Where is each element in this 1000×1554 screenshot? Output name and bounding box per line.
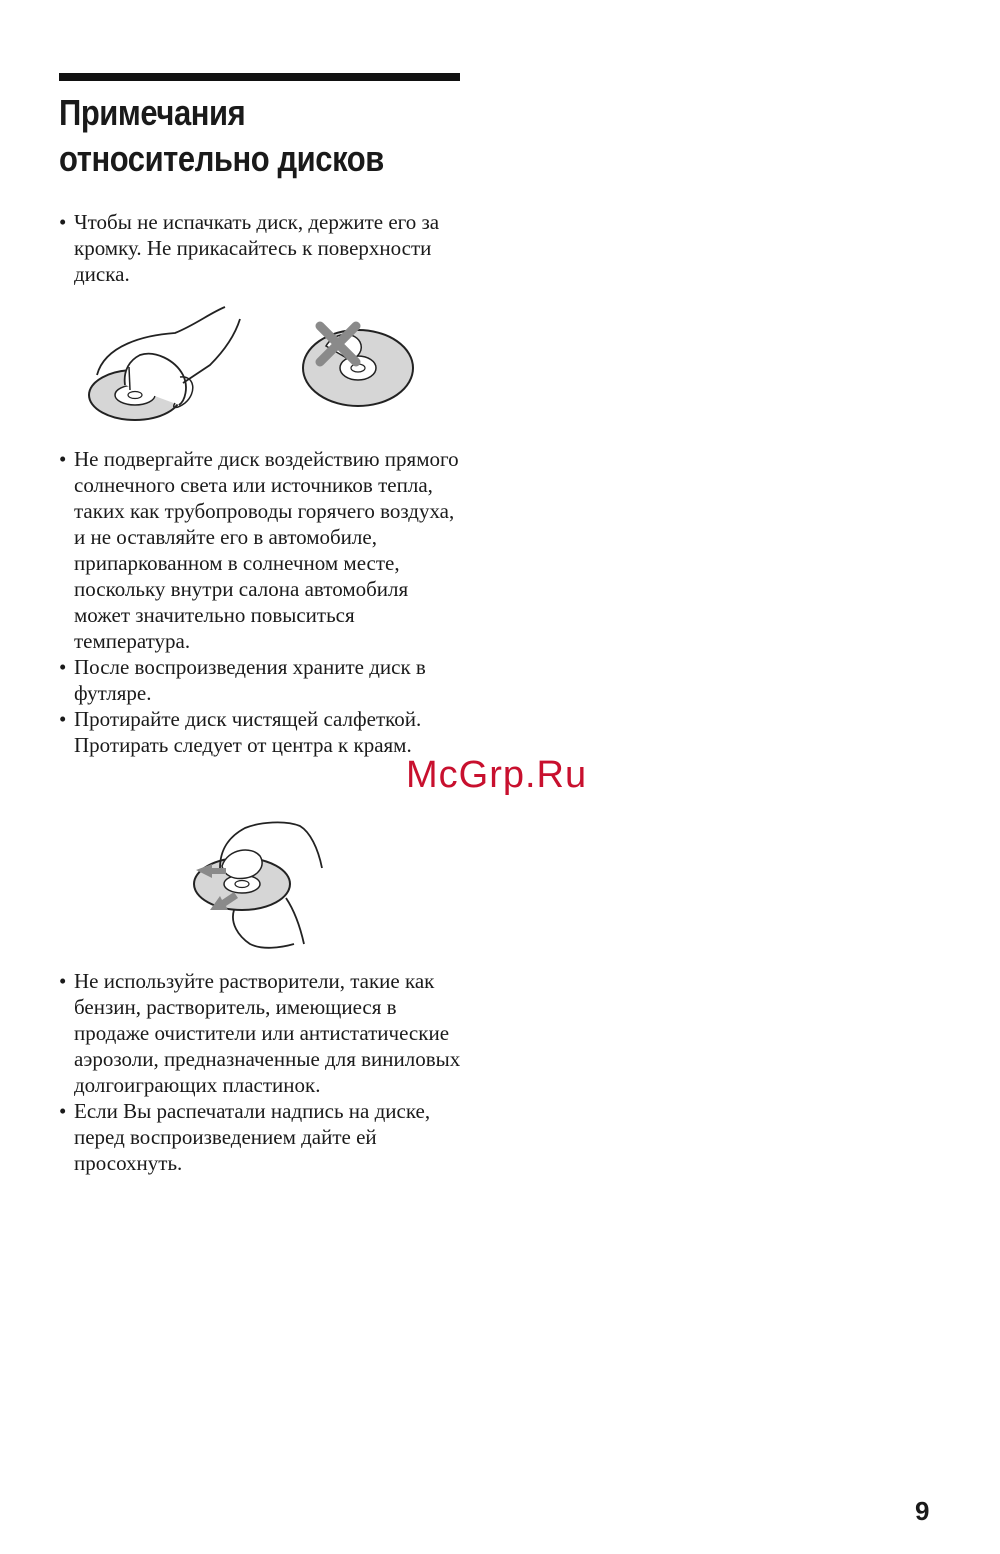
bullet-icon: • bbox=[59, 707, 67, 731]
watermark: McGrp.Ru bbox=[406, 754, 588, 796]
bullet-icon: • bbox=[59, 210, 67, 234]
list-item bbox=[59, 1098, 469, 1176]
list-item bbox=[59, 654, 469, 706]
list-item-text: Протирать следует от центра к краям. bbox=[74, 733, 412, 757]
list-item bbox=[59, 446, 469, 654]
notes-section-1 bbox=[59, 209, 469, 287]
list-item-text: Не подвергайте диск воздействию прямого солнечного света или источников тепла, таких как трубопроводы горячего воздуха, и не оставляйте его в автомобиле, припаркованном в солнечном месте, поскольку внутри салона автомобиля может значительно повыситься температура. bbox=[74, 447, 459, 653]
notes-section-2 bbox=[59, 446, 469, 758]
bullet-icon: • bbox=[59, 1099, 67, 1123]
list-item bbox=[59, 968, 469, 1098]
page-title-line-1: Примечания bbox=[59, 92, 246, 133]
no-touch-disc-illustration bbox=[298, 318, 423, 413]
hand-holding-disc-illustration bbox=[85, 305, 255, 425]
bullet-icon: • bbox=[59, 969, 67, 993]
page-title bbox=[59, 90, 420, 182]
wiping-disc-illustration bbox=[190, 818, 330, 953]
bullet-icon: • bbox=[59, 655, 67, 679]
page-title-line-2: относительно дисков bbox=[59, 138, 384, 179]
list-item-text: Чтобы не испачкать диск, держите его за кромку. Не прикасайтесь к поверхности диска. bbox=[74, 210, 440, 286]
bullet-icon: • bbox=[59, 447, 67, 471]
list-item bbox=[59, 209, 469, 287]
list-item-text: Протирайте диск чистящей салфеткой. bbox=[74, 707, 422, 731]
heading-rule bbox=[59, 73, 460, 81]
list-item-text: Не используйте растворители, такие как бензин, растворитель, имеющиеся в продаже очистители или антистатические аэрозоли, предназначенные для виниловых долгоиграющих пластинок. bbox=[74, 969, 461, 1097]
notes-section-3 bbox=[59, 968, 469, 1176]
page-number: 9 bbox=[915, 1496, 930, 1526]
list-item-text: После воспроизведения храните диск в футляре. bbox=[74, 655, 426, 705]
list-item bbox=[59, 706, 469, 732]
list-item-text: Если Вы распечатали надпись на диске, перед воспроизведением дайте ей просохнуть. bbox=[74, 1099, 431, 1175]
